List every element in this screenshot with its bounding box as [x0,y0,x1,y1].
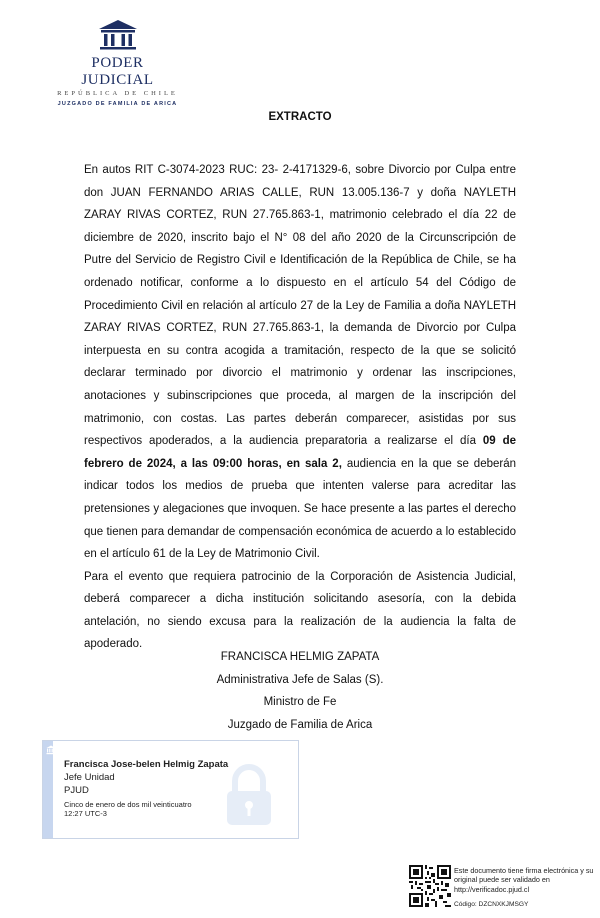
hearing-datetime: 09 de febrero de 2024, a las 09:00 horas, en sala 2, [84,435,516,470]
courthouse-logo-icon [96,18,140,52]
stamp-org: PJUD [64,785,89,796]
org-country: REPÚBLICA DE CHILE [57,90,178,97]
stamp-side-bar [43,741,53,838]
stamp-date: Cinco de enero de dos mil veinticuatro [64,800,192,809]
verification-code: Código: DZCNXKJMSGY [454,901,529,909]
signer-name: FRANCISCA HELMIG ZAPATA [220,651,380,663]
verification-text: Este documento tiene firma electrónica y su original puede ser validado en http://verificadoc.pjud.cl [454,866,594,894]
signer-court: Juzgado de Familia de Arica [227,718,373,731]
org-court: JUZGADO DE FAMILIA DE ARICA [57,101,178,107]
signer-title: Ministro de Fe [263,696,337,709]
document-body [84,159,516,656]
qr-code [409,865,451,907]
paragraph-1 [84,159,516,566]
stamp-courthouse-icon [46,745,56,755]
document-title: EXTRACTO [268,111,332,123]
stamp-signer-name: Francisca Jose-belen Helmig Zapata [64,759,229,770]
signature-block [0,646,600,736]
stamp-position: Jefe Unidad [64,772,115,783]
electronic-signature-stamp [42,740,299,839]
paragraph-1-text-c: audiencia en la que se deberán indicar todos los medios de prueba que intenten valerse para acreditar las pretensiones y alegaciones que invoquen. Se hace presente a las partes el derecho que tienen para demandar de compensación económica de acuerdo a lo establecido en el artículo 61 de la Ley de Matrimonio Civil. [84,457,517,561]
paragraph-2: Para el evento que requiera patrocinio de la Corporación de Asistencia Judicial, deberá comparecer a dicha institución solicitando asesoría, con la debida antelación, no siendo excusa para la realización de la audiencia la falta de apoderado. [84,570,516,651]
paragraph-1-text-a: En autos RIT C-3074-2023 RUC: 23- 2-4171329-6, sobre Divorcio por Culpa entre don JUAN FERNANDO ARIAS CALLE, RUN 13.005.136-7 y doña NAYLETH ZARAY RIVAS CORTEZ, RUN 27.765.863-1, matrimonio celebrado el día 22 de diciembre de 2020, inscrito bajo el N° 08 del año 2020 de la Circunscripción de Putre del Servicio de Registro Civil e Identificación de la República de Chile, se ha ordenado notificar, conforme a lo dispuesto en el artículo 54 del Código de Procedimiento Civil en relación al artículo 27 de la Ley de Familia a doña NAYLETH ZARAY RIVAS CORTEZ, RUN 27.765.863-1, la demanda de Divorcio por Culpa interpuesta en su contra acogida a tramitación, respecto de la que se solicitó declarar terminado por divorcio el matrimonio y ordenar las inscripciones, anotaciones y subinscripciones que proceda, al margen de la inscripción del matrimonio, con costas. Las partes deberán comparecer, asistidas por sus respectivos apoderados, a la audiencia preparatoria a realizarse el día [84,164,516,448]
stamp-details [64,758,228,818]
verification-note [454,866,594,910]
lock-icon [221,763,277,829]
stamp-time: 12:27 UTC-3 [64,809,107,818]
poder-judicial-logo [55,18,180,107]
org-name: PODER JUDICIAL [81,55,154,88]
signer-role: Administrativa Jefe de Salas (S). [216,673,384,686]
